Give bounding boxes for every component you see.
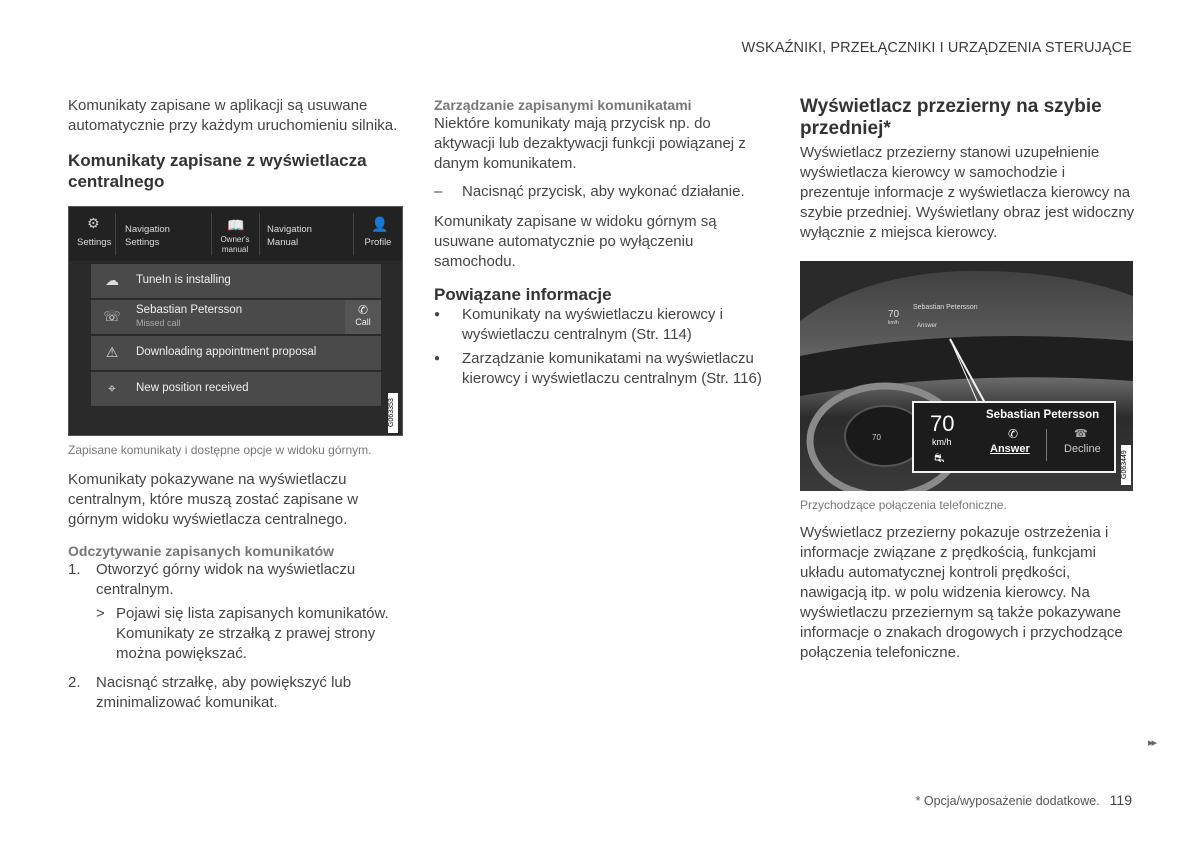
result-item: > Pojawi się lista zapisanych komunikatów. Komunikaty ze strzałką z prawej strony można powiększać.: [96, 605, 389, 662]
display-top-bar: [69, 207, 402, 261]
steps-list: [68, 560, 403, 600]
steps-list: [68, 673, 403, 713]
person-icon: 👤: [371, 216, 389, 232]
hud-callout: [912, 401, 1116, 473]
book-icon: 📖: [227, 217, 245, 233]
intro-paragraph: Komunikaty zapisane w aplikacji są usuwane automatycznie przy każdym uruchomieniu silnika.: [68, 97, 398, 134]
hud-unit: km/h: [932, 437, 952, 447]
lane-assist-icon: ⛐: [934, 451, 945, 465]
related-heading: Powiązane informacje: [434, 285, 612, 304]
hud-answer: Answer: [990, 443, 1030, 455]
paragraph: Wyświetlacz przezierny stanowi uzupełnienie wyświetlacza kierowcy w samochodzie i prezentuje informacje z wyświetlacza kierowcy na szybie przedniej. Wyświetlany obraz jest widoczny wyłącznie z miejsca kierowcy.: [800, 144, 1135, 241]
footer: [916, 792, 1132, 808]
related-link[interactable]: ● Komunikaty na wyświetlaczu kierowcy i wyświetlaczu centralnym (Str. 114): [434, 306, 723, 343]
phone-icon: ✆: [1008, 427, 1019, 441]
phone-icon: ✆: [357, 303, 369, 317]
warning-icon: ⚠: [105, 344, 119, 360]
paragraph: Wyświetlacz przezierny pokazuje ostrzeżenia i informacje związane z prędkością, funkcjami układu automatycznej kontroli prędkości, nawigacją itp. w polu widzenia kierowcy. Na wyświetlaczu przeziernym są także pokazywane informacje o znakach drogowych i przychodzące połączenia telefoniczne.: [800, 524, 1123, 661]
dash-item: – Nacisnąć przycisk, aby wykonać działanie.: [434, 183, 745, 200]
figure-caption: Przychodzące połączenia telefoniczne.: [800, 498, 1007, 512]
hud-decline: Decline: [1064, 443, 1101, 455]
subheading: Zarządzanie zapisanymi komunikatami: [434, 97, 692, 113]
center-display-screenshot: [68, 206, 403, 436]
continue-arrows: ▸▸: [1148, 737, 1156, 749]
gauge-label: 70: [872, 433, 881, 442]
column-2: [434, 96, 769, 389]
hud-speed: 70: [930, 411, 955, 436]
related-list: [434, 305, 769, 389]
subheading: Odczytywanie zapisanych komunikatów: [68, 543, 335, 559]
figure-code: G063353: [388, 393, 398, 433]
hud-caller: Sebastian Petersson: [986, 409, 1100, 421]
paragraph: Niektóre komunikaty mają przycisk np. do aktywacji lub dezaktywacji funkcji powiązanej z danym komunikatem.: [434, 115, 746, 172]
figure-code: G063449: [1121, 445, 1131, 485]
paragraph: Komunikaty zapisane w widoku górnym są usuwane automatycznie po wyłączeniu samochodu.: [434, 213, 717, 270]
section-heading: Wyświetlacz przezierny na szybie przedniej*: [800, 96, 1102, 139]
nav-manual-tile: Navigation Manual: [267, 224, 312, 248]
step-item: 1. Otworzyć górny widok na wyświetlaczu centralnym.: [68, 561, 356, 598]
figure-caption: Zapisane komunikaty i dostępne opcje w widoku górnym.: [68, 443, 372, 457]
paragraph: Komunikaty pokazywane na wyświetlaczu centralnym, które muszą zostać zapisane w górnym widoku wyświetlacza centralnego.: [68, 471, 359, 528]
dash-list: [434, 182, 769, 202]
owners-manual-button: 📖 Owner's manual: [220, 217, 250, 254]
section-heading: Komunikaty zapisane z wyświetlacza centralnego: [68, 151, 367, 191]
gear-icon: ⚙: [87, 215, 100, 231]
message-row: ☏ Sebastian Petersson Missed call ✆ Call: [91, 300, 381, 334]
cloud-download-icon: ☁: [105, 272, 119, 288]
message-row: ⌖ New position received: [91, 372, 381, 406]
hangup-icon: ☎: [1074, 428, 1088, 440]
call-button: ✆ Call: [345, 300, 381, 334]
footnote: * Opcja/wyposażenie dodatkowe.: [915, 794, 1100, 808]
settings-button: ⚙ Settings: [77, 215, 112, 248]
message-row: ☁ TuneIn is installing: [91, 264, 381, 298]
column-3: [800, 96, 1135, 663]
step-item: 2. Nacisnąć strzałkę, aby powiększyć lub zminimalizować komunikat.: [68, 674, 352, 711]
hud-photo: 70 km/h Sebastian Petersson Answer 70 70 km/h ⛐ Sebastian Petersson ✆ Answer ☎ Decline G063449: [800, 261, 1133, 491]
position-icon: ⌖: [108, 380, 116, 396]
page-header: WSKAŹNIKI, PRZEŁĄCZNIKI I URZĄDZENIA STERUJĄCE: [741, 40, 1132, 56]
message-row: ⚠ Downloading appointment proposal: [91, 336, 381, 370]
profile-button: 👤 Profile: [364, 216, 392, 248]
related-link[interactable]: ● Zarządzanie komunikatami na wyświetlaczu kierowcy i wyświetlaczu centralnym (Str. 116): [434, 350, 762, 387]
column-1: [68, 96, 403, 713]
nav-settings-tile: Navigation Settings: [125, 224, 170, 248]
missed-call-icon: ☏: [103, 308, 121, 324]
page-number: 119: [1109, 792, 1132, 808]
